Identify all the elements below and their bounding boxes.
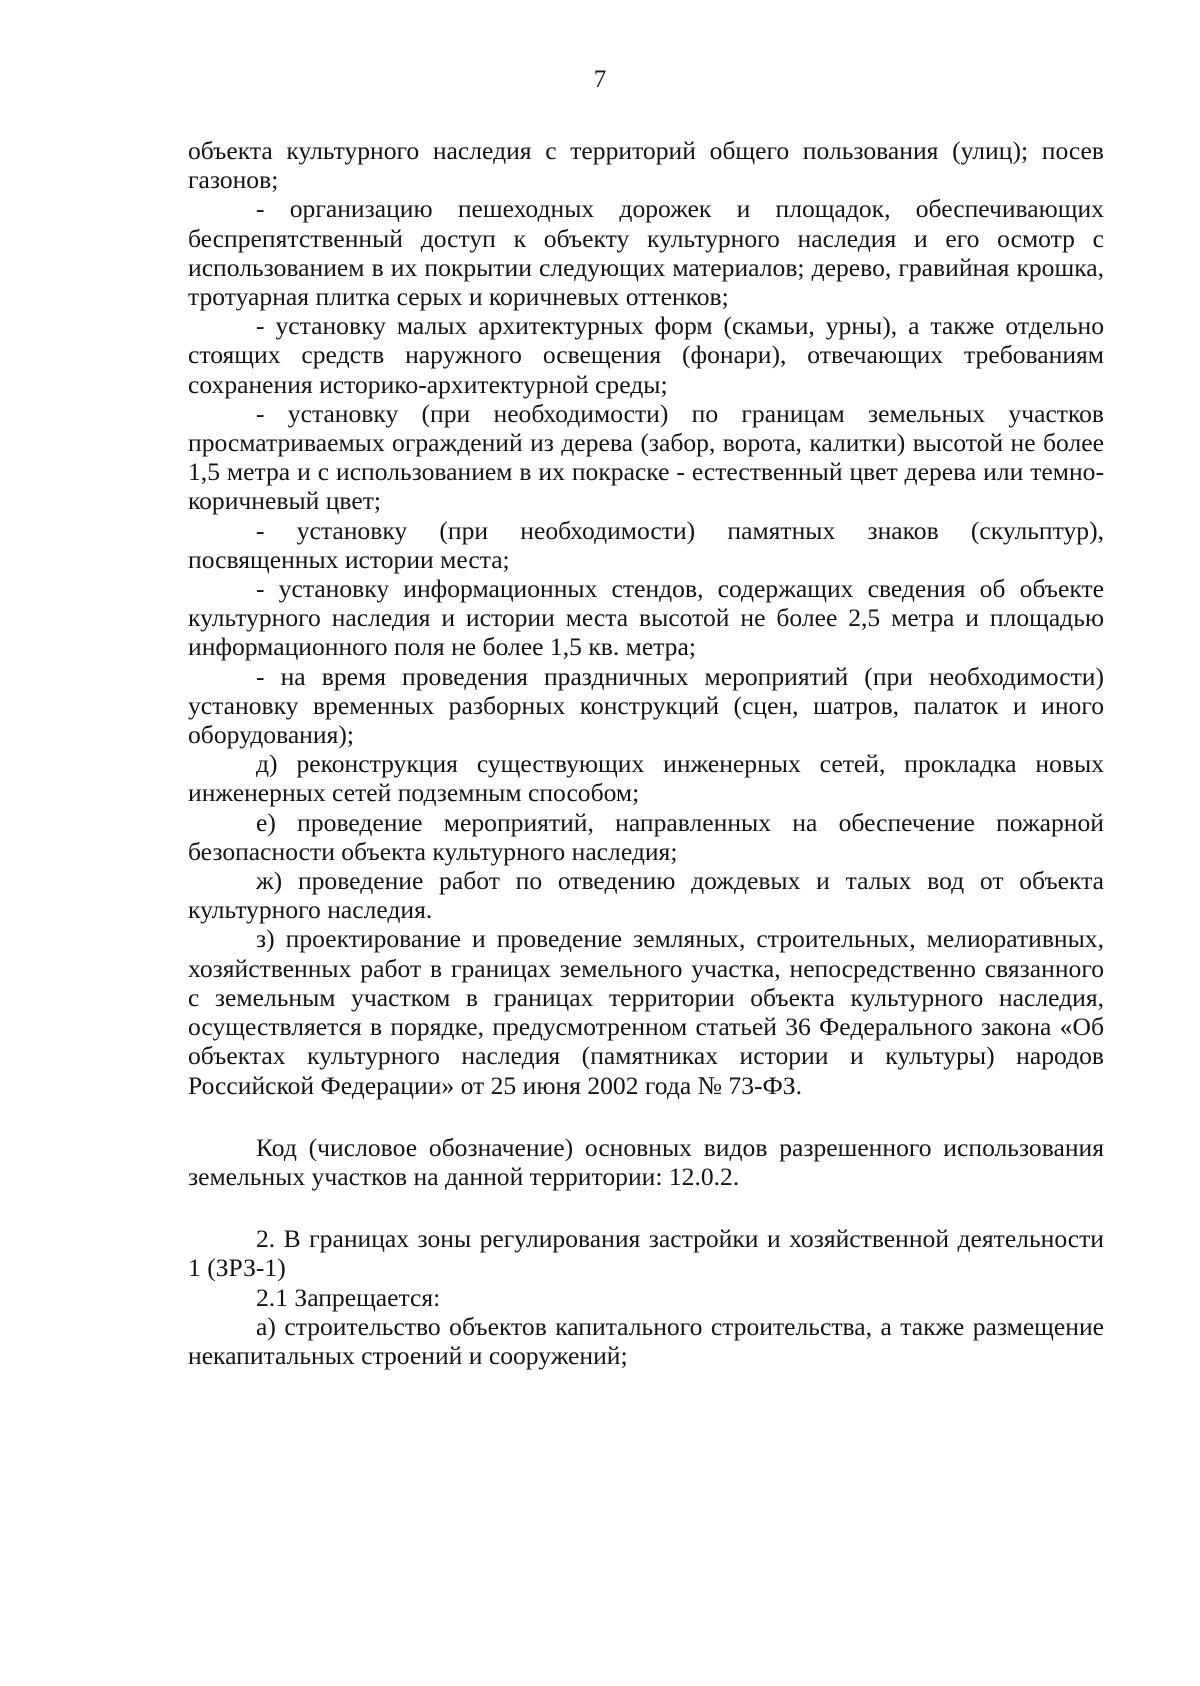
paragraph-item-e: е) проведение мероприятий, направленных на обеспечение пожарной безопасности объекта культурного наследия; (188, 807, 1104, 866)
paragraph-pedestrian-paths: - организацию пешеходных дорожек и площадок, обеспечивающих беспрепятственный доступ к объекту культурного наследия и его осмотр с использованием в их покрытии следующих материалов; дерево, гравийная крошка, тротуарная плитка серых и коричневых оттенков; (188, 194, 1104, 312)
paragraph-temporary-structures: - на время проведения праздничных мероприятий (при необходимости) установку временных разборных конструкций (сцен, шатров, палаток и иного оборудования); (188, 661, 1104, 750)
paragraph-item-z: з) проектирование и проведение земляных, строительных, мелиоративных, хозяйственных работ в границах земельного участка, непосредственно связанного с земельным участком в границах территории объекта культурного наследия, осуществляется в порядке, предусмотренном статьей 36 Федерального закона «Об объектах культурного наследия (памятниках истории и культуры) народов Российской Федерации» от 25 июня 2002 года № 73-ФЗ. (188, 924, 1104, 1100)
paragraph-memorial-signs: - установку (при необходимости) памятных знаков (скульптур), посвященных истории места; (188, 515, 1104, 574)
paragraph-item-zh: ж) проведение работ по отведению дождевых и талых вод от объекта культурного наследия. (188, 866, 1104, 925)
paragraph-small-architectural-forms: - установку малых архитектурных форм (скамьи, урны), а также отдельно стоящих средств наружного освещения (фонари), отвечающих требованиям сохранения историко-архитектурной среды; (188, 311, 1104, 399)
paragraph-land-use-code: Код (числовое обозначение) основных видов разрешенного использования земельных участков на данной территории: 12.0.2. (188, 1132, 1104, 1191)
spacer (188, 1191, 1104, 1224)
paragraph-item-d: д) реконструкция существующих инженерных сетей, прокладка новых инженерных сетей подземным способом; (188, 749, 1104, 808)
page-number: 7 (593, 66, 607, 93)
paragraph-info-stands: - установку информационных стендов, содержащих сведения об объекте культурного наследия и истории места высотой не более 2,5 метра и площадью информационного поля не более 1,5 кв. метра; (188, 574, 1104, 662)
spacer (188, 1100, 1104, 1133)
paragraph-section-2-heading: 2. В границах зоны регулирования застройки и хозяйственной деятельности 1 (ЗРЗ-1) (188, 1224, 1104, 1283)
document-body (188, 136, 1104, 1370)
paragraph-fences: - установку (при необходимости) по границам земельных участков просматриваемых ограждений из дерева (забор, ворота, калитки) высотой не более 1,5 метра и с использованием в их покраске - естественный цвет дерева или темно-коричневый цвет; (188, 398, 1104, 516)
paragraph-item-a: а) строительство объектов капитального строительства, а также размещение некапитальных строений и сооружений; (188, 1311, 1104, 1370)
paragraph-section-2-1: 2.1 Запрещается: (256, 1282, 441, 1312)
paragraph-continuation: объекта культурного наследия с территорий общего пользования (улиц); посев газонов; (188, 136, 1104, 195)
